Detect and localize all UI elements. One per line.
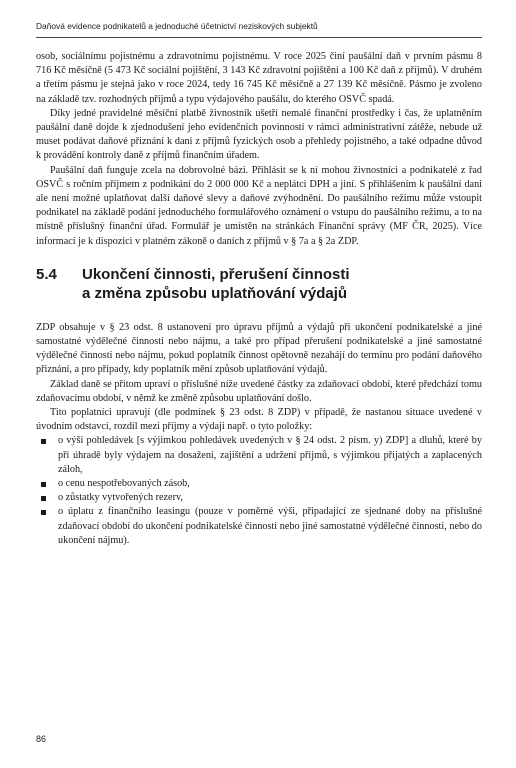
list-item xyxy=(36,491,482,505)
list-item-text: o zůstatky vytvořených rezerv, xyxy=(58,492,183,504)
list-item-text: o cenu nespotřebovaných zásob, xyxy=(58,478,190,490)
list-item-text: o výši pohledávek [s výjimkou pohledávek uvedených v § 24 odst. 2 písm. y) ZDP] a dluhů, které by při úhradě byly výdajem na dosažení, zajištění a udržení příjmů, s výjimkou přijatých a zaplacených záloh, xyxy=(58,435,482,475)
section-number: 5.4 xyxy=(36,265,57,283)
square-bullet-icon xyxy=(41,510,46,515)
paragraph: Díky jedné pravidelné měsíční platbě živnostník ušetří nemalé finanční prostředky i čas, že uplatněním paušální daně dojde k zjednodušení jeho evidenčních povinností v rámci administrativní zátěže, nebude už muset podávat daňové přiznání k dani z příjmů fyzických osob a přehledy pojistného, a také odpadne důvod k provádění kontroly daně z příjmů finančním úřadem. xyxy=(36,107,482,162)
section-title-line: Ukončení činnosti, přerušení činnosti xyxy=(82,265,350,283)
running-head: Daňová evidence podnikatelů a jednoduché účetnictví neziskových subjektů xyxy=(36,21,482,38)
page-number: 86 xyxy=(36,734,47,744)
section-title-line: a změna způsobu uplatňování výdajů xyxy=(82,284,348,302)
paragraph: ZDP obsahuje v § 23 odst. 8 ustanovení pro úpravu příjmů a výdajů při ukončení podnikatelské a jiné samostatné výdělečné činnosti nebo nájmu, a také pro případ přerušení podnikatelské a jiné samostatné výdělečné činnosti nebo nájmu, pokud poplatník činnost opětovně nezahájí do termínu pro podání daňového přiznání, a pro případy, kdy poplatník mění způsob uplatňování výdajů. xyxy=(36,321,482,376)
bullet-list xyxy=(36,434,482,548)
square-bullet-icon xyxy=(41,439,46,444)
paragraph: Paušální daň funguje zcela na dobrovolné bázi. Přihlásit se k ní mohou živnostníci a podnikatelé z řad OSVČ s ročním příjmem z podnikání do 2 000 000 Kč a neplátci DPH a jiní. S přihlášením k paušální dani ale není možné uplatňovat další daňové slevy a daňové zvýhodnění. Do paušálního režimu může vstoupit podnikatel na základě podání jednoduchého formulářového oznámení o vstupu do paušálního režimu, a to na místně příslušný finanční úřad. Formulář je umístěn na stránkách Finanční správy (MF ČR, 2025). Více informací je k dispozici v platném zákoně o daních z příjmů v § 7a a § 2a ZDP. xyxy=(36,164,482,247)
paragraph: osob, sociálnímu pojistnému a zdravotnímu pojistnému. V roce 2025 činí paušální daň v prvním pásmu 8 716 Kč měsíčně (5 473 Kč sociální pojištění, 3 143 Kč zdravotní pojištění a 100 Kč daň z příjmů). V druhém a třetím pásmu je stejná jako v roce 2024, tedy 16 745 Kč měsíčně a 27 139 Kč měsíčně. Pásmo je zvoleno na základě tzv. rozhodných příjmů a typu výdajového paušálu, do kterého OSVČ spadá. xyxy=(36,51,482,105)
list-item xyxy=(36,477,482,491)
paragraph: Základ daně se přitom upraví o příslušné níže uvedené částky za zdaňovací období, které předchází tomu zdaňovacímu období, v němž ke změně způsobu uplatňování došlo. xyxy=(36,378,482,404)
square-bullet-icon xyxy=(41,482,46,487)
list-item xyxy=(36,434,482,477)
page-body xyxy=(36,50,482,548)
paragraph: Tito poplatníci upravují (dle podmínek § 23 odst. 8 ZDP) v případě, že nastanou situace uvedené v úvodním odstavci, rozdíl mezi příjmy a výdaji např. o tyto položky: xyxy=(36,407,482,433)
square-bullet-icon xyxy=(41,496,46,501)
section-heading xyxy=(36,265,482,303)
list-item-text: o úplatu z finančního leasingu (pouze v poměrné výši, připadající ze sjednané doby na příslušné zdaňovací období do ukončení podnikatelské činnosti nebo jiné samostatné výdělečné činnosti, nebo do ukončení nájmu). xyxy=(58,506,482,546)
list-item xyxy=(36,505,482,548)
section-title xyxy=(82,265,482,303)
